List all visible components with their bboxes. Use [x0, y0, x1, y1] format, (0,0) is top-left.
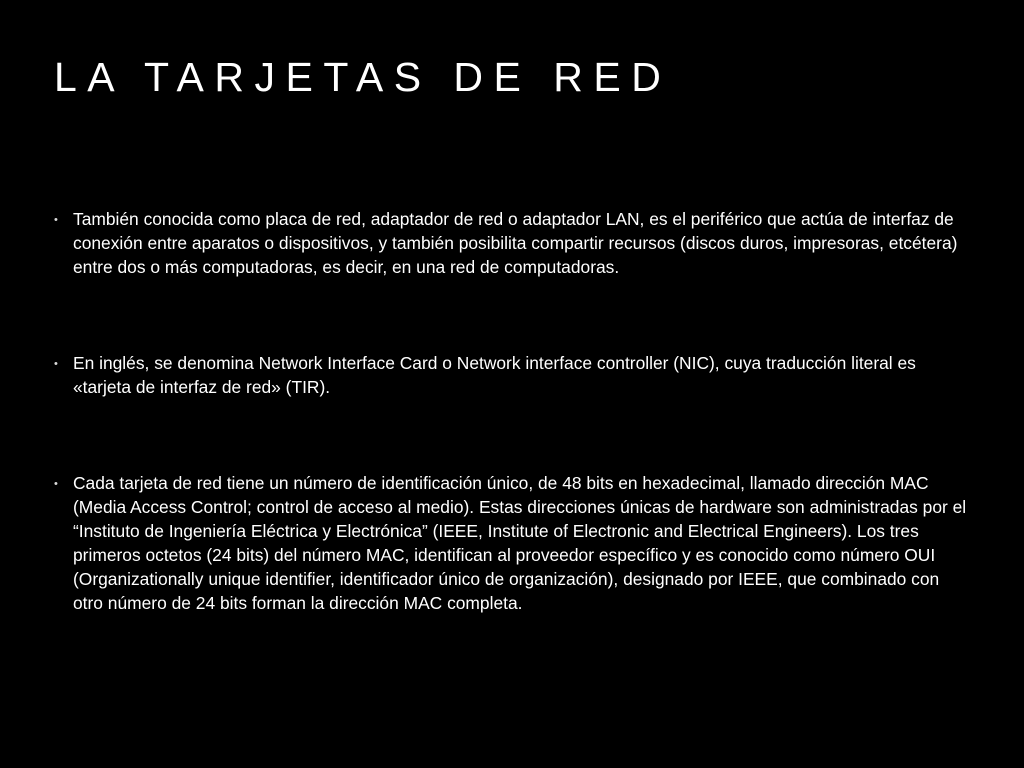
bullet-icon: •	[54, 358, 58, 370]
bullet-text: En inglés, se denomina Network Interface Card o Network interface controller (NIC), cuya traducción literal es «tarjeta de interfaz de red» (TIR).	[73, 353, 916, 397]
slide-title: LA TARJETAS DE RED	[54, 54, 672, 100]
list-item	[54, 207, 974, 279]
bullet-text: Cada tarjeta de red tiene un número de identificación único, de 48 bits en hexadecimal, llamado dirección MAC (Media Access Control; control de acceso al medio). Estas direcciones únicas de hardware son administradas por el “Instituto de Ingeniería Eléctrica y Electrónica” (IEEE, Institute of Electronic and Electrical Engineers). Los tres primeros octetos (24 bits) del número MAC, identifican al proveedor específico y es conocido como número OUI (Organizationally unique identifier, identificador único de organización), designado por IEEE, que combinado con otro número de 24 bits forman la dirección MAC completa.	[73, 473, 967, 613]
bullet-icon: •	[54, 478, 58, 490]
list-item	[54, 351, 974, 399]
bullet-icon: •	[54, 214, 58, 226]
list-item	[54, 471, 974, 615]
bullet-text: También conocida como placa de red, adaptador de red o adaptador LAN, es el periférico que actúa de interfaz de conexión entre aparatos o dispositivos, y también posibilita compartir recursos (discos duros, impresoras, etcétera) entre dos o más computadoras, es decir, en una red de computadoras.	[73, 209, 958, 277]
